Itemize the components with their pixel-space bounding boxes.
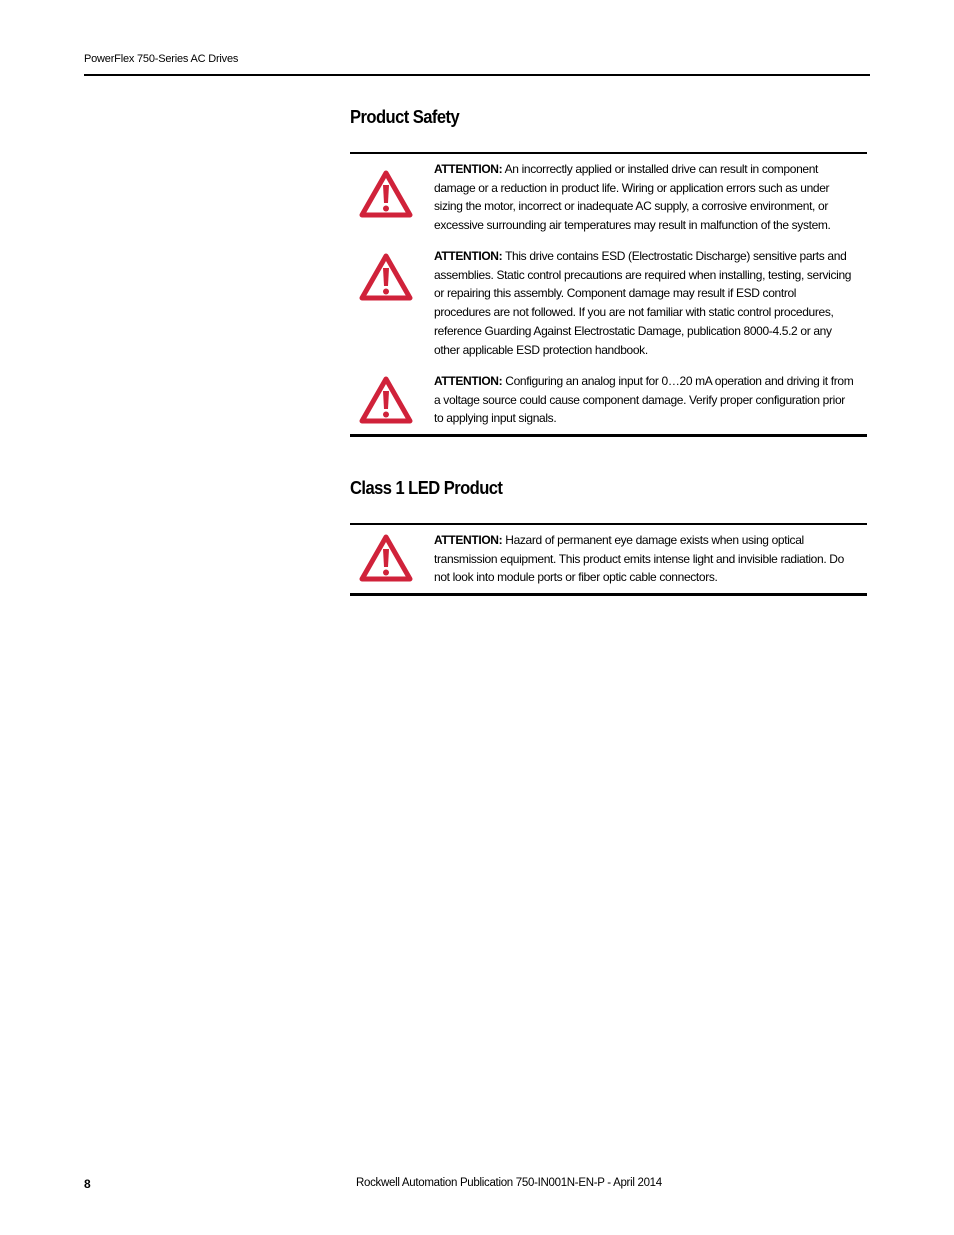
attention-text [434,531,854,587]
section-title-class-1-led-product: Class 1 LED Product [350,478,503,498]
page-number: 8 [84,1177,91,1191]
attention-text [434,160,854,235]
warning-triangle-icon [359,376,413,424]
attention-box-class-1-led [350,523,867,596]
attention-body: This drive contains ESD (Electrostatic Discharge) sensitive parts and assemblies. Static control precautions are required when installing, testing, servicing or repairing this assembly. Component damage may result if ESD control procedures are not followed. If you are not familiar with static control procedures, reference Guarding Against Electrostatic Damage, publication 8000-4.5.2 or any other applicable ESD protection handbook. [434,249,852,357]
attention-body: Configuring an analog input for 0…20 mA operation and driving it from a voltage source could cause component damage. Verify proper configuration prior to applying input signals. [434,374,854,426]
header-rule [84,74,870,76]
attention-label: ATTENTION: [434,162,503,176]
running-header: PowerFlex 750-Series AC Drives [84,53,239,65]
attention-body: Hazard of permanent eye damage exists when using optical transmission equipment. This product emits intense light and invisible radiation. Do not look into module ports or fiber optic cable connectors. [434,533,844,585]
attention-text [434,247,854,359]
attention-label: ATTENTION: [434,249,503,263]
attention-box-product-safety [350,152,867,437]
publication-info: Rockwell Automation Publication 750-IN001N-EN-P - April 2014 [356,1177,662,1189]
attention-body: An incorrectly applied or installed drive can result in component damage or a reduction in product life. Wiring or application errors such as under sizing the motor, incorrect or inadequate AC supply, a corrosive environment, or excessive surrounding air temperatures may result in malfunction of the system. [434,162,831,233]
warning-triangle-icon [359,170,413,218]
attention-label: ATTENTION: [434,533,503,547]
attention-label: ATTENTION: [434,374,503,388]
section-title-product-safety: Product Safety [350,107,460,127]
warning-triangle-icon [359,534,413,582]
warning-triangle-icon [359,253,413,301]
attention-text [434,372,854,428]
